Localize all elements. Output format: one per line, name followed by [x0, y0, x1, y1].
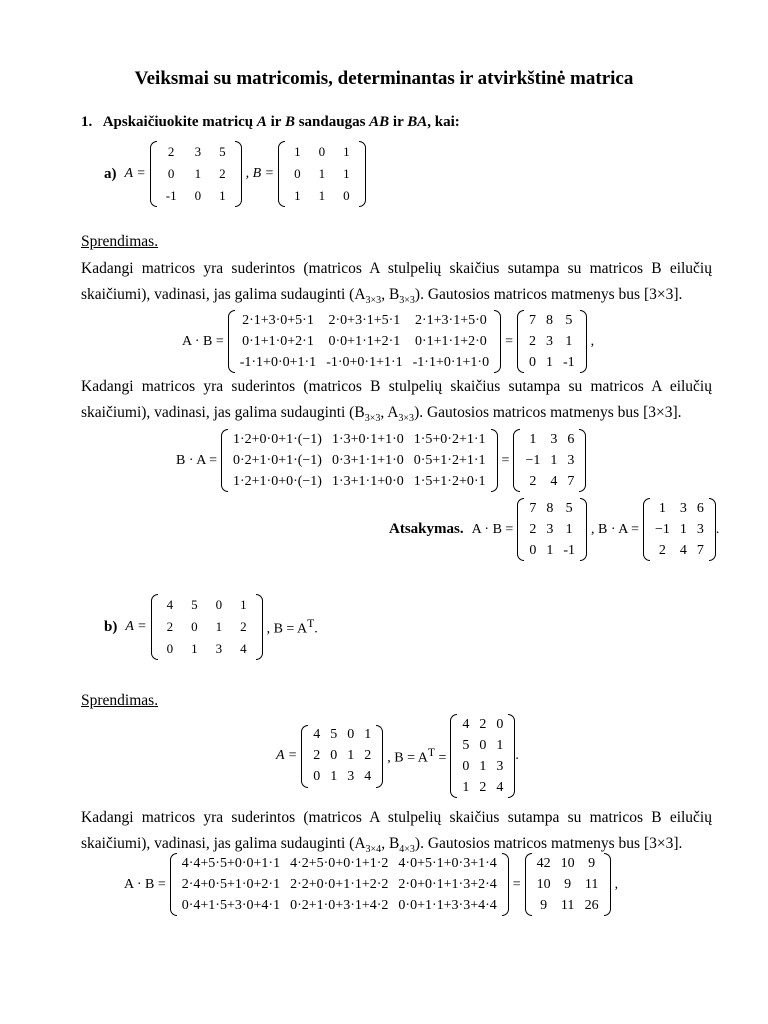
matrix-cell: 4: [496, 779, 504, 795]
right-bracket: [579, 429, 586, 492]
left-bracket: [517, 498, 524, 561]
matrix-cell: 5: [565, 500, 573, 516]
task-1-heading: [81, 114, 460, 131]
right-bracket: [709, 498, 716, 561]
matrix-cell: 1: [240, 597, 247, 612]
paragraph: Kadangi matricos yra suderintos (matricos B stulpelių skaičius sutampa su matricos A eilučių skaičiumi), vadinasi, jas galima sudauginti ($B_{3\times 3}$, $A_{3\times 3}$). Gautosios matricos matmenys bus [3×3].: [81, 378, 712, 425]
matrix-cell: 5: [565, 312, 573, 328]
matrix-cell: 0: [191, 619, 198, 634]
var-ab: AB: [369, 114, 390, 130]
left-bracket: [151, 594, 158, 660]
left-bracket: [517, 310, 524, 373]
matrix-cell: 2: [167, 144, 175, 159]
matrix-cell: 0: [462, 758, 470, 774]
matrix-cell: 0·1+1·1+2·0: [414, 333, 487, 349]
matrix-cell: 1: [343, 166, 350, 181]
matrix-row: [524, 540, 580, 561]
right-bracket: [580, 498, 587, 561]
matrix-cell: 2: [313, 748, 321, 763]
matrix-row: [532, 853, 604, 874]
matrix-cell: 1: [462, 779, 470, 795]
var-b: B: [284, 114, 295, 130]
solution-heading: Sprendimas.: [81, 692, 159, 709]
matrix-cell: 4·2+5·0+0·1+1·2: [290, 855, 389, 871]
matrix-row: [157, 163, 235, 185]
matrix-cell: 2: [240, 619, 247, 634]
matrix-row: [157, 185, 235, 207]
matrix-cell: 1·3+0·1+1·0: [331, 431, 404, 447]
equation-label: A · B =: [182, 333, 224, 349]
matrix-cell: -1·1+0·1+1·0: [412, 354, 490, 370]
matrix-cell: 11: [584, 876, 599, 892]
right-bracket: [508, 714, 515, 798]
matrix-cell: 1·5+1·2+0·1: [413, 473, 486, 489]
answer-ba-matrix: [643, 498, 716, 561]
matrix-cell: 5: [462, 737, 470, 753]
matrix-row: [457, 714, 508, 735]
matrix-cell: 11: [560, 897, 575, 913]
matrix-cell: 3: [194, 144, 202, 159]
matrix-cell: 2·1+3·0+5·1: [242, 312, 314, 328]
task-number: 1.: [81, 114, 93, 130]
matrix-row: [308, 746, 376, 767]
matrix-cell: 0·1+1·0+2·1: [242, 333, 314, 349]
matrix-cell: 1: [658, 500, 666, 516]
matrix-row: [650, 519, 709, 540]
matrix-cell: 2·1+3·1+5·0: [414, 312, 487, 328]
matrix-row: [157, 141, 235, 163]
matrix-row: [235, 331, 494, 352]
matrix-cell: 1: [219, 188, 226, 203]
matrix-cell: 1: [294, 144, 301, 159]
matrix-cell: 0: [167, 166, 175, 181]
matrix-row: [524, 352, 580, 373]
matrix-cell: 1: [679, 521, 687, 537]
matrix-cell: 0: [529, 354, 536, 370]
matrix-b-transposed: [450, 714, 515, 798]
matrix-cell: -1: [563, 542, 575, 558]
matrix-cell: 0: [479, 737, 487, 753]
matrix-cell: 2: [219, 166, 226, 181]
left-bracket: [221, 429, 228, 492]
matrix-cell: 0: [330, 748, 338, 763]
matrix-cell: 1·2+1·0+0·(−1): [232, 473, 322, 489]
matrix-row: [158, 594, 256, 616]
matrix-row: [650, 540, 709, 561]
matrix-row: [532, 895, 604, 916]
matrix-row: [158, 638, 256, 660]
left-bracket: [150, 141, 157, 207]
matrix-cell: 9: [564, 876, 572, 892]
matrix-row: [235, 310, 494, 331]
matrix-cell: −1: [525, 452, 541, 468]
matrix-row: [158, 616, 256, 638]
matrix-cell: 0·2+1·0+1·(−1): [232, 452, 322, 468]
matrix-row: [177, 874, 502, 895]
matrix-cell: 9: [540, 897, 548, 913]
matrix-cell: 1: [318, 166, 326, 181]
right-bracket: [235, 141, 242, 207]
matrix-cell: -1·0+0·1+1·1: [326, 354, 403, 370]
matrix-cell: 1: [546, 354, 553, 370]
left-bracket: [643, 498, 650, 561]
matrix-cell: 7: [529, 500, 537, 516]
matrix-cell: 10: [560, 855, 575, 871]
matrix-row: [177, 895, 502, 916]
matrix-cell: 4: [364, 769, 372, 784]
matrix-cell: 10: [536, 876, 551, 892]
matrix-cell: 4: [313, 727, 321, 742]
matrix-row: [235, 352, 494, 373]
right-bracket: [604, 853, 611, 916]
ab2-result-matrix: [525, 853, 611, 916]
matrix-row: [520, 471, 579, 492]
matrix-cell: 3: [567, 452, 575, 468]
task-text: sandaugas: [294, 114, 370, 130]
b-restatement: A = 4 5 0 1 2 0 1 2 0 1 3 4 , $B = A^T$ = 4 2 0 5 0 1 0 1 3 1 2 4 .: [272, 714, 519, 798]
left-bracket: [278, 141, 285, 207]
matrix-cell: 2·4+0·5+1·0+2·1: [181, 876, 281, 892]
var-ba: BA: [407, 114, 428, 130]
matrix-cell: 1: [294, 188, 301, 203]
var-a: A: [256, 114, 267, 130]
matrix-cell: 0: [194, 188, 202, 203]
matrix-label: A =: [124, 166, 146, 181]
matrix-cell: 8: [546, 312, 553, 328]
matrix-cell: 1·5+0·2+1·1: [413, 431, 486, 447]
matrix-cell: 1: [529, 431, 537, 447]
task-text: , kai:: [427, 114, 460, 130]
right-bracket: [580, 310, 587, 373]
matrix-row: [457, 756, 508, 777]
matrix-cell: 1: [343, 144, 350, 159]
matrix-cell: 1: [215, 619, 223, 634]
matrix-row: [228, 450, 491, 471]
matrix-row: [524, 310, 580, 331]
matrix-row: [308, 767, 376, 788]
matrix-cell: 4: [462, 716, 470, 732]
left-bracket: [170, 853, 177, 916]
matrix-cell: 1: [194, 166, 202, 181]
matrix-label: A =: [276, 748, 298, 763]
matrix-cell: 1: [347, 748, 355, 763]
matrix-cell: 3: [347, 769, 355, 784]
matrix-cell: 2: [529, 521, 537, 537]
left-bracket: [525, 853, 532, 916]
matrix-cell: 1: [565, 333, 573, 349]
matrix-cell: 3: [550, 431, 558, 447]
matrix-cell: 2: [364, 748, 372, 763]
matrix-cell: 4: [166, 597, 174, 612]
matrix-cell: 26: [584, 897, 599, 913]
matrix-label: A =: [125, 619, 147, 634]
right-bracket: [376, 725, 383, 788]
matrix-a-b: [151, 594, 263, 660]
matrix-cell: 0: [313, 769, 321, 784]
matrix-cell: 1: [496, 737, 504, 753]
matrix-cell: 3: [546, 333, 553, 349]
matrix-cell: 1: [318, 188, 326, 203]
matrix-cell: 0·0+1·1+2·1: [328, 333, 401, 349]
matrix-cell: 0: [496, 716, 504, 732]
matrix-cell: 1: [191, 641, 198, 656]
matrix-cell: 3: [679, 500, 687, 516]
matrix-cell: 0: [529, 542, 537, 558]
matrix-cell: -1: [563, 354, 575, 370]
left-bracket: [301, 725, 308, 788]
matrix-row: [228, 429, 491, 450]
matrix-label: , B =: [245, 166, 275, 181]
ab-result-matrix: [517, 310, 587, 373]
left-bracket: [513, 429, 520, 492]
part-b-definition: b) A = 4 5 0 1 2 0 1 2 0 1 3 4 , $B = A^T$.: [100, 594, 322, 660]
answer-label: Atsakymas.: [389, 521, 464, 537]
matrix-cell: 3: [496, 758, 504, 774]
equation-label: B · A =: [176, 452, 217, 468]
matrix-cell: 7: [529, 312, 536, 328]
page-title: Veiksmai su matricomis, determinantas ir atvirkštinė matrica: [134, 68, 634, 89]
matrix-cell: 2·0+0·1+1·3+2·4: [398, 876, 497, 892]
ab-calculation: A · B = 2·1+3·0+5·1 2·0+3·1+5·1 2·1+3·1+5·0 0·1+1·0+2·1 0·0+1·1+2·1 0·1+1·1+2·0 -1·1+0·0+1·1 -1·0+0·1+1·1 -1·1+0·1+1·0 = 7 8 5 2 3 1 0 1 -1 ,: [178, 310, 598, 373]
answer-block: Atsakymas. A · B = 7 8 5 2 3 1 0 1 -1 , B · A = 1 3 6 −1 1 3 2 4 7 .: [385, 498, 719, 561]
matrix-cell: 3: [215, 641, 223, 656]
matrix-row: [177, 853, 502, 874]
solution-heading: Sprendimas.: [81, 233, 159, 250]
matrix-row: [285, 141, 359, 163]
matrix-cell: 0: [294, 166, 301, 181]
left-bracket: [450, 714, 457, 798]
matrix-cell: 1·2+0·0+1·(−1): [232, 431, 322, 447]
matrix-cell: 1: [550, 452, 558, 468]
right-bracket: [491, 429, 498, 492]
matrix-row: [520, 450, 579, 471]
ab2-expanded-matrix: [170, 853, 509, 916]
right-bracket: [494, 310, 501, 373]
matrix-cell: 1: [546, 542, 554, 558]
matrix-row: [285, 163, 359, 185]
matrix-cell: -1: [165, 188, 177, 203]
task-text: ir: [266, 114, 285, 130]
matrix-row: [520, 429, 579, 450]
part-label: a): [104, 165, 117, 182]
matrix-row: [308, 725, 376, 746]
matrix-cell: 0·5+1·2+1·1: [413, 452, 486, 468]
right-bracket: [359, 141, 366, 207]
matrix-cell: 1: [330, 769, 338, 784]
matrix-row: [285, 185, 359, 207]
matrix-b: [278, 141, 366, 207]
matrix-row: [532, 874, 604, 895]
matrix-row: [457, 735, 508, 756]
matrix-cell: 1·3+1·1+0·0: [331, 473, 404, 489]
ab-expanded-matrix: [228, 310, 501, 373]
matrix-cell: 1: [364, 727, 372, 742]
matrix-cell: 4·4+5·5+0·0+1·1: [181, 855, 281, 871]
paragraph: Kadangi matricos yra suderintos (matricos A stulpelių skaičius sutampa su matricos B eilučių skaičiumi), vadinasi, jas galima sudauginti ($A_{3\times 3}$, $B_{3\times 3}$). Gautosios matricos matmenys bus [3×3].: [81, 260, 712, 307]
matrix-cell: 5: [330, 727, 338, 742]
equation-label: A · B =: [124, 876, 166, 892]
right-bracket: [502, 853, 509, 916]
matrix-cell: 9: [588, 855, 596, 871]
task-text: Apskaičiuokite matricų: [102, 114, 257, 130]
matrix-cell: 0·0+1·1+3·3+4·4: [398, 897, 497, 913]
matrix-cell: 7: [696, 542, 704, 558]
matrix-row: [650, 498, 709, 519]
answer-ab-matrix: [517, 498, 587, 561]
matrix-cell: 4·0+5·1+0·3+1·4: [398, 855, 497, 871]
matrix-cell: 2·0+3·1+5·1: [328, 312, 401, 328]
right-bracket: [256, 594, 263, 660]
part-a-definition: [100, 141, 366, 207]
matrix-a-restated: [301, 725, 383, 788]
left-bracket: [228, 310, 235, 373]
matrix-cell: 7: [567, 473, 575, 489]
matrix-cell: 0·2+1·0+3·1+4·2: [290, 897, 389, 913]
matrix-cell: 0: [318, 144, 326, 159]
matrix-cell: 0·4+1·5+3·0+4·1: [181, 897, 281, 913]
matrix-cell: 2: [166, 619, 174, 634]
matrix-cell: 2: [529, 333, 536, 349]
matrix-cell: 6: [567, 431, 575, 447]
matrix-cell: 2: [479, 779, 487, 795]
matrix-cell: 4: [240, 641, 247, 656]
matrix-cell: 5: [191, 597, 198, 612]
paragraph: Kadangi matricos yra suderintos (matricos A stulpelių skaičius sutampa su matricos B eilučių skaičiumi), vadinasi, jas galima sudauginti ($A_{3\times 4}$, $B_{4\times 3}$). Gautosios matricos matmenys bus [3×3].: [81, 809, 712, 856]
matrix-cell: 3: [696, 521, 704, 537]
matrix-cell: 0: [347, 727, 355, 742]
task-text: ir: [389, 114, 408, 130]
matrix-cell: 0·3+1·1+1·0: [331, 452, 404, 468]
matrix-cell: 5: [219, 144, 226, 159]
ba-expanded-matrix: [221, 429, 498, 492]
matrix-cell: -1·1+0·0+1·1: [239, 354, 317, 370]
matrix-cell: 42: [536, 855, 551, 871]
matrix-cell: 0: [166, 641, 174, 656]
ba-calculation: B · A = 1·2+0·0+1·(−1) 1·3+0·1+1·0 1·5+0·2+1·1 0·2+1·0+1·(−1) 0·3+1·1+1·0 0·5+1·2+1·1 1·2+1·0+0·(−1) 1·3+1·1+0·0 1·5+1·2+0·1 = 1 3 6 −1 1 3 2 4 7: [172, 429, 586, 492]
matrix-cell: 2·2+0·0+1·1+2·2: [290, 876, 389, 892]
matrix-cell: 3: [546, 521, 554, 537]
matrix-row: [524, 331, 580, 352]
matrix-row: [524, 519, 580, 540]
matrix-cell: 8: [546, 500, 554, 516]
matrix-cell: 2: [479, 716, 487, 732]
part-label: b): [104, 618, 118, 635]
matrix-row: [524, 498, 580, 519]
matrix-cell: 0: [343, 188, 350, 203]
matrix-cell: 2: [529, 473, 537, 489]
matrix-a: [150, 141, 242, 207]
matrix-cell: 2: [658, 542, 666, 558]
matrix-cell: 6: [696, 500, 704, 516]
matrix-cell: 4: [679, 542, 687, 558]
matrix-row: [228, 471, 491, 492]
ba-result-matrix: [513, 429, 586, 492]
matrix-cell: −1: [654, 521, 670, 537]
matrix-cell: 0: [215, 597, 223, 612]
matrix-cell: 4: [550, 473, 558, 489]
ab2-calculation: A · B = 4·4+5·5+0·0+1·1 4·2+5·0+0·1+1·2 4·0+5·1+0·3+1·4 2·4+0·5+1·0+2·1 2·2+0·0+1·1+2·2 2·0+0·1+1·3+2·4 0·4+1·5+3·0+4·1 0·2+1·0+3·1+4·2 0·0+1·1+3·3+4·4 = 42 10 9 10 9 11 9 11 26 ,: [120, 853, 622, 916]
matrix-cell: 1: [565, 521, 573, 537]
matrix-cell: 1: [479, 758, 487, 774]
matrix-row: [457, 777, 508, 798]
